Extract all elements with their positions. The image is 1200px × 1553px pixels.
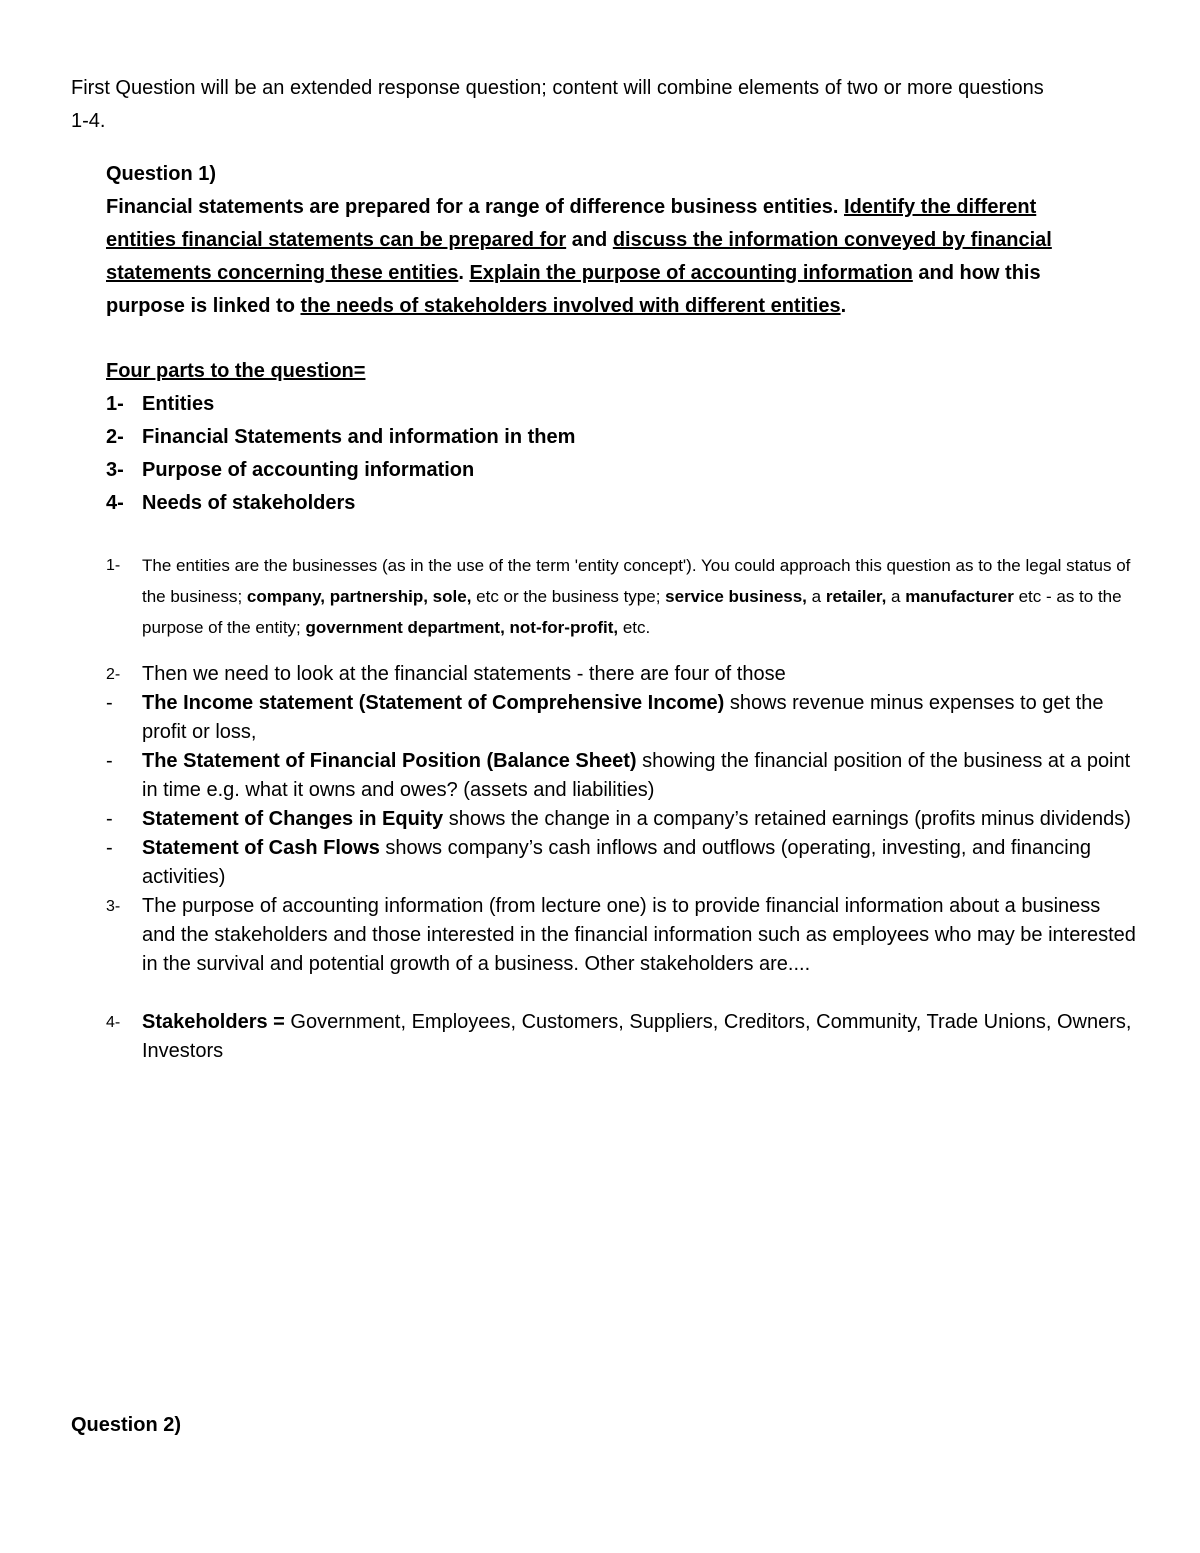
part-label: Entities xyxy=(142,393,215,415)
part-item xyxy=(106,487,1106,520)
statement-description: shows revenue minus expenses to get the profit or loss, xyxy=(142,692,1104,743)
statement-description: shows company’s cash inflows and outflows (operating, investing, and financing activities) xyxy=(142,837,1091,888)
answer-1-bold: manufacturer xyxy=(905,587,1014,606)
intro-line-2: 1-4. xyxy=(71,110,106,132)
q1-and-1: and xyxy=(566,229,613,251)
question-1-text xyxy=(106,191,1106,323)
answer-1-bold: government department, not-for-profit, xyxy=(305,618,619,637)
answer-1-text xyxy=(142,550,1136,643)
question-2-title: Question 2) xyxy=(71,1414,182,1436)
bullet-dash: - xyxy=(106,692,113,714)
part-label: Financial Statements and information in them xyxy=(142,426,576,448)
part-label: Needs of stakeholders xyxy=(142,492,356,514)
intro-line-1: First Question will be an extended response question; content will combine elements of two or more questions xyxy=(71,77,1044,99)
statement-description: showing the financial position of the business at a point in time e.g. what it owns and owes? (assets and liabilities) xyxy=(142,750,1131,801)
statement-name: Statement of Changes in Equity xyxy=(142,808,444,830)
statement-item xyxy=(106,747,1136,805)
statement-name: The Income statement (Statement of Comprehensive Income) xyxy=(142,692,725,714)
answer-1-part: etc. xyxy=(618,618,651,637)
stakeholders-list: Government, Employees, Customers, Suppliers, Creditors, Community, Trade Unions, Owners, Investors xyxy=(142,1011,1132,1062)
answer-2-intro xyxy=(106,660,1136,689)
answer-1-bold: company, partnership, sole, xyxy=(246,587,472,606)
answer-1-part: a xyxy=(806,587,826,606)
answer-1-bold: retailer, xyxy=(825,587,887,606)
four-parts-heading: Four parts to the question= xyxy=(106,360,366,382)
q1-underlined-needs: the needs of stakeholders involved with different entities xyxy=(300,295,841,317)
q1-underlined-discuss: discuss the information conveyed by financial statements concerning these entities xyxy=(106,229,1052,284)
answers-block xyxy=(106,550,1136,1066)
answer-1-part: a xyxy=(886,587,906,606)
answer-3-number: 3- xyxy=(106,898,121,915)
part-item xyxy=(106,388,1106,421)
q1-underlined-identify: Identify the different entities financial statements can be prepared for xyxy=(106,196,1037,251)
part-number: 4- xyxy=(106,492,124,514)
q1-sentence-1: Financial statements are prepared for a range of difference business entities. xyxy=(106,196,845,218)
part-label: Purpose of accounting information xyxy=(142,459,475,481)
answer-1-part: etc or the business type; xyxy=(471,587,666,606)
answer-1-part: etc - as to the purpose of the entity; xyxy=(142,587,1122,637)
answer-2-intro-text: Then we need to look at the financial statements - there are four of those xyxy=(142,663,786,685)
statement-name: Statement of Cash Flows xyxy=(142,837,380,859)
intro-paragraph xyxy=(71,72,1141,138)
answer-2-number: 2- xyxy=(106,666,121,683)
question-1-block xyxy=(106,158,1106,323)
q1-period-2: . xyxy=(840,295,847,317)
answer-1-number: 1- xyxy=(106,557,121,574)
part-number: 3- xyxy=(106,459,124,481)
statement-item xyxy=(106,689,1136,747)
statement-name: The Statement of Financial Position (Balance Sheet) xyxy=(142,750,637,772)
part-number: 2- xyxy=(106,426,124,448)
answer-1-bold: service business, xyxy=(665,587,807,606)
answer-1 xyxy=(106,550,1136,643)
statement-description: shows the change in a company’s retained earnings (profits minus dividends) xyxy=(443,808,1131,830)
four-parts-block xyxy=(106,355,1106,520)
statement-item xyxy=(106,834,1136,892)
bullet-dash: - xyxy=(106,750,113,772)
q1-underlined-explain: Explain the purpose of accounting information xyxy=(469,262,913,284)
answer-3-text: The purpose of accounting information (from lecture one) is to provide financial information about a business and the stakeholders and those interested in the financial information such as employees who may be interested in the survival and potential growth of a business. Other stakeholders are.... xyxy=(142,895,1136,975)
q1-linked-text: and how this purpose is linked to xyxy=(106,262,1041,317)
bullet-dash: - xyxy=(106,808,113,830)
question-1-title: Question 1) xyxy=(106,163,217,185)
part-number: 1- xyxy=(106,393,124,415)
answer-4 xyxy=(106,1008,1136,1066)
bullet-dash: - xyxy=(106,837,113,859)
statement-item xyxy=(106,805,1136,834)
answer-3 xyxy=(106,892,1136,979)
part-item xyxy=(106,454,1106,487)
stakeholders-label: Stakeholders = xyxy=(142,1011,291,1033)
answer-4-number: 4- xyxy=(106,1014,121,1031)
part-item xyxy=(106,421,1106,454)
answer-1-part: The entities are the businesses (as in the use of the term 'entity concept'). You could approach this question as to the legal status of the business; xyxy=(142,556,1131,606)
q1-period-1: . xyxy=(458,262,470,284)
